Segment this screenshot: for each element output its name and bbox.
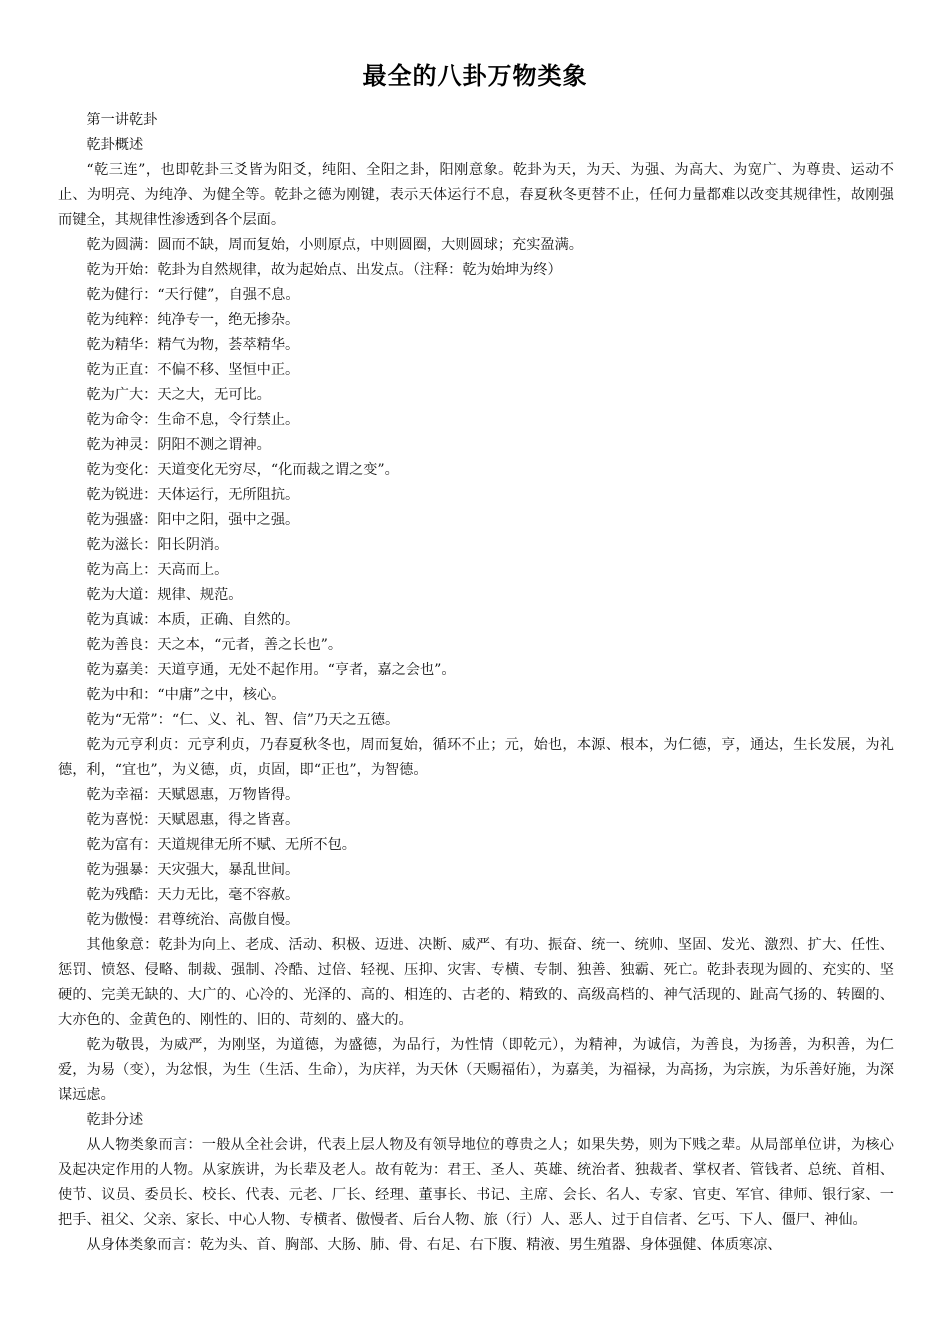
paragraph: 乾为健行：“天行健”，自强不息。 (86, 287, 300, 303)
paragraph: “乾三连”，也即乾卦三爻皆为阳爻，纯阳、全阳之卦，阳刚意象。乾卦为天，为天、为强、为高大、为宽广、为尊贵、运动不止、为明亮、为纯净、为健全等。乾卦之德为刚键，表示天体运行不息，春夏秋冬更替不止，任何力量都难以改变其规律性，故刚强而键全，其规律性渗透到各个层面。 (58, 162, 894, 228)
paragraph: 其他象意：乾卦为向上、老成、活动、积极、迈进、决断、威严、有功、振奋、统一、统帅、坚固、发光、激烈、扩大、任性、惩罚、愤怒、侵略、制裁、强制、冷酷、过倍、轻视、压抑、灾害、专横、专制、独善、独霸、死亡。乾卦表现为圆的、充实的、坚硬的、完美无缺的、大广的、心冷的、光泽的、高的、相连的、古老的、精致的、高级高档的、神气活现的、趾高气扬的、转圈的、大亦色的、金黄色的、刚性的、旧的、苛刻的、盛大的。 (58, 937, 894, 1028)
paragraph: 乾为残酷：天力无比，毫不容赦。 (86, 887, 300, 903)
paragraph: 乾为广大：天之大，无可比。 (86, 387, 271, 403)
paragraph: 乾为嘉美：天道亨通，无处不起作用。“亨者，嘉之会也”。 (86, 662, 456, 678)
paragraph: 乾为高上：天高而上。 (86, 562, 229, 578)
paragraph: 乾为傲慢：君尊统治、高傲自慢。 (86, 912, 300, 928)
paragraph: 乾为圆满：圆而不缺，周而复始，小则原点，中则圆圈，大则圆球；充实盈满。 (86, 237, 583, 253)
paragraph: 乾为中和：“中庸”之中，核心。 (86, 687, 286, 703)
paragraph: 乾为元亨利贞：元亨利贞，乃春夏秋冬也，周而复始，循环不止；元，始也，本源、根本，为仁德，亨，通达，生长发展，为礼德，利，“宜也”，为义德，贞，贞固，即“正也”，为智德。 (58, 737, 894, 778)
paragraph: 乾为幸福：天赋恩惠，万物皆得。 (86, 787, 300, 803)
paragraph: 从人物类象而言：一般从全社会讲，代表上层人物及有领导地位的尊贵之人；如果失势，则为下贱之辈。从局部单位讲，为核心及起决定作用的人物。从家族讲，为长辈及老人。故有乾为：君王、圣人、英雄、统治者、独裁者、掌权者、管钱者、总统、首相、使节、议员、委员长、校长、代表、元老、厂长、经理、董事长、书记、主席、会长、名人、专家、官吏、军官、律师、银行家、一把手、祖父、父亲、家长、中心人物、专横者、傲慢者、后台人物、旅（行）人、恶人、过于自信者、乞丐、下人、僵尸、神仙。 (58, 1137, 894, 1228)
paragraph: 乾为富有：天道规律无所不赋、无所不包。 (86, 837, 356, 853)
paragraph: 乾为善良：天之本，“元者，善之长也”。 (86, 637, 343, 653)
paragraph: 从身体类象而言：乾为头、首、胸部、大肠、肺、骨、右足、右下腹、精液、男生殖器、身体强健、体质寒凉、 (86, 1237, 782, 1253)
paragraph: 乾为神灵：阴阳不测之谓神。 (86, 437, 271, 453)
paragraph: 乾为敬畏，为威严，为刚坚，为道德，为盛德，为品行，为性情（即乾元），为精神，为诚信，为善良，为扬善，为积善，为仁爱，为易（变），为忿恨，为生（生活、生命），为庆祥，为天休（天赐福佑），为嘉美，为福禄，为高扬，为宗族，为乐善好施，为深谋远虑。 (58, 1037, 894, 1103)
paragraph: 第一讲乾卦 (86, 112, 158, 128)
paragraph: 乾为正直：不偏不移、坚恒中正。 (86, 362, 300, 378)
paragraph: 乾为真诚：本质，正确、自然的。 (86, 612, 300, 628)
paragraph: 乾为变化：天道变化无穷尽，“化而裁之谓之变”。 (86, 462, 399, 478)
document-title: 最全的八卦万物类象 (362, 62, 588, 90)
paragraph: 乾为命令：生命不息，令行禁止。 (86, 412, 300, 428)
paragraph: 乾为喜悦：天赋恩惠，得之皆喜。 (86, 812, 300, 828)
paragraph: 乾为开始：乾卦为自然规律，故为起始点、出发点。（注释：乾为始坤为终） (86, 262, 562, 278)
paragraph: 乾为纯粹：纯净专一，绝无掺杂。 (86, 312, 300, 328)
paragraph: 乾为强暴：天灾强大，暴乱世间。 (86, 862, 300, 878)
paragraph: 乾卦分述 (86, 1112, 144, 1128)
paragraph: 乾为“无常”：“仁、义、礼、智、信”乃天之五德。 (86, 712, 400, 728)
paragraph: 乾为精华：精气为物，荟萃精华。 (86, 337, 300, 353)
paragraph: 乾为强盛：阳中之阳，强中之强。 (86, 512, 300, 528)
paragraph: 乾为锐进：天体运行，无所阻抗。 (86, 487, 300, 503)
paragraph: 乾为大道：规律、规范。 (86, 587, 243, 603)
paragraph: 乾为滋长：阳长阴消。 (86, 537, 229, 553)
paragraph: 乾卦概述 (86, 137, 144, 153)
document-body (58, 108, 894, 1258)
